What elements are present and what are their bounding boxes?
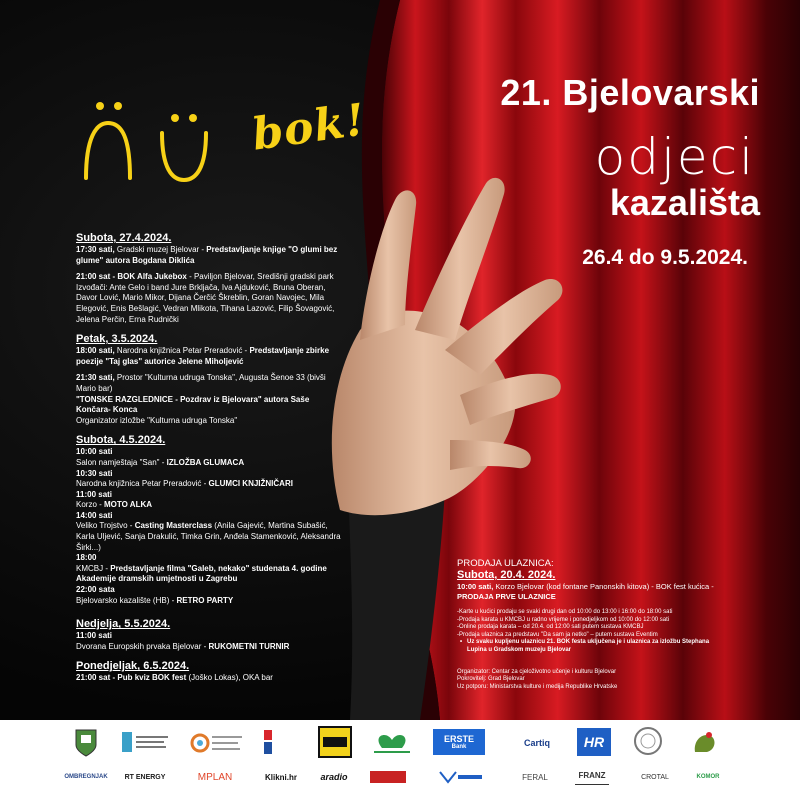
event-place: Dvorana Europskih prvaka Bjelovar - bbox=[76, 641, 209, 651]
day-heading: Nedjelja, 5.5.2024. bbox=[76, 618, 171, 631]
aradio-label: aradio bbox=[320, 772, 348, 782]
brewery-logo bbox=[318, 726, 352, 758]
event-place: Gradski muzej Bjelovar - bbox=[114, 245, 207, 254]
ticket-note: -Karte u kućici prodaju se svaki drugi dan od 10:00 do 13:00 i 16:00 do 18:00 sati bbox=[457, 609, 673, 615]
event-place: (Joško Lokas), OKA bar bbox=[186, 673, 273, 683]
green-ornament-logo bbox=[362, 728, 422, 758]
ticket-note: -Prodaja ulaznica za predstavu "Da sam ja netko" – putem sustava Eventim bbox=[457, 631, 658, 638]
program-day bbox=[76, 618, 341, 652]
komor-label: KOMOR bbox=[696, 774, 720, 780]
event-title: RETRO PARTY bbox=[176, 595, 234, 605]
event-item bbox=[76, 346, 341, 367]
event-title: "TONSKE RAZGLEDNICE - Pozdrav iz Bjelovara" autora Saše Končara- Konca bbox=[76, 394, 310, 415]
event-title: Predstavljanje zbirke poezije "Taj glas" autorice Jelene Miholjević bbox=[76, 346, 330, 366]
title-block bbox=[430, 72, 760, 270]
ombregnjak-logo bbox=[66, 770, 106, 784]
tickets-date: Subota, 20.4. 2024. bbox=[457, 569, 556, 581]
event-place: Korzo - bbox=[76, 500, 105, 510]
event-line bbox=[76, 673, 341, 684]
event-place: Prostor "Kulturna udruga Tonska", Augusta Šenoe 33 (bivši Mario bar) bbox=[76, 373, 326, 393]
event-title: RUKOMETNI TURNIR bbox=[208, 641, 290, 651]
ombregnjak-label: OMBREGNJAK bbox=[64, 774, 108, 780]
erste-bank-logo bbox=[433, 729, 485, 755]
event-title: 21:00 sat - Pub kviz BOK fest bbox=[76, 673, 187, 683]
klikni-label: Klikni.hr bbox=[264, 772, 297, 782]
crotal-logo bbox=[632, 770, 678, 784]
event-title: GLUMCI KNJIŽNIČARI bbox=[208, 479, 293, 489]
day-heading: Subota, 27.4.2024. bbox=[76, 232, 172, 244]
event-line bbox=[76, 458, 341, 469]
feral-label: FERAL bbox=[522, 772, 548, 782]
title-line-2: odjeci bbox=[594, 128, 755, 186]
event-time: 17:30 sati, bbox=[76, 245, 115, 254]
franz-logo bbox=[575, 767, 609, 785]
program-day bbox=[76, 434, 341, 606]
sponsor-bar bbox=[0, 720, 800, 800]
event-time: 11:00 sati bbox=[76, 631, 113, 641]
hr-logo bbox=[577, 728, 611, 756]
event-time: 10:00 sati bbox=[76, 447, 113, 457]
sponsor-line: Pokrovitelj: Grad Bjelovar bbox=[457, 676, 525, 683]
event-line bbox=[76, 521, 341, 553]
support-line: Uz potporu: Ministarstva kulture i medija Republike Hrvatske bbox=[457, 683, 618, 690]
program-day bbox=[76, 333, 341, 426]
event-place: Narodna knjižnica Petar Preradović - bbox=[76, 479, 209, 489]
ministry-logo bbox=[188, 728, 244, 758]
logo-text: bok! bbox=[249, 94, 369, 161]
ticket-sales-info bbox=[457, 558, 727, 691]
event-time: 18:00 bbox=[76, 553, 97, 563]
seal-logo bbox=[633, 726, 663, 756]
event-place: KMCBJ - bbox=[76, 563, 111, 573]
ticket-note: -Online prodaja karata – od 20.4. od 12:00 sati putem sustava KMCBJ bbox=[457, 624, 644, 631]
red-blue-logo bbox=[262, 728, 274, 758]
day-heading: Petak, 3.5.2024. bbox=[76, 333, 158, 346]
title-line-1: 21. Bjelovarski bbox=[500, 72, 760, 113]
event-place: Veliko Trojstvo - bbox=[76, 521, 135, 531]
event-place: Korzo Bjelovar (kod fontane Panonskih kitova) - BOK fest kućica - bbox=[493, 582, 714, 591]
event-title: IZLOŽBA GLUMACA bbox=[166, 457, 245, 467]
event-title: MOTO ALKA bbox=[104, 500, 153, 510]
event-item bbox=[76, 373, 341, 426]
organizer-line: Organizator: Centar za cjeloživotno učenje i kulturu Bjelovar bbox=[457, 668, 617, 675]
tickets-heading: PRODAJA ULAZNICA: bbox=[457, 558, 554, 569]
event-time: 10:30 sati bbox=[76, 468, 113, 478]
tickets-event bbox=[457, 582, 727, 601]
event-time: 21:30 sati, bbox=[76, 373, 115, 383]
crotal-label: CROTAL bbox=[641, 773, 669, 781]
organizers bbox=[457, 669, 727, 692]
mplan-label: MPLAN bbox=[197, 771, 233, 783]
event-time: 21:00 sat - BOK Alfa Jukebox bbox=[76, 272, 187, 282]
festival-dates: 26.4 do 9.5.2024. bbox=[582, 246, 748, 269]
event-place: Bjelovarsko kazalište (HB) - bbox=[76, 595, 177, 605]
event-title: Predstavljanje filma "Galeb, nekako" studenata 4. godine Akademije dramskih umjetnosti u Zagrebu bbox=[76, 563, 327, 584]
event-title: Casting Masterclass bbox=[134, 521, 213, 531]
event-time: 10:00 sati, bbox=[457, 582, 494, 591]
aradio-logo bbox=[312, 770, 356, 784]
cartiq-logo bbox=[515, 730, 559, 756]
event-description: - Paviljon Bjelovar, Središnji gradski park Izvođači: Ante Gelo i band Jure Brkljača, Iva Ajduković, Bruna Oberan, Davor Lović, Mario Mikor, Dijana Čerčić Škreblin, Goran Navojec, Mila Elegović, Enis Bešlagić, Vedran Mlikota, Tihana Lazović, Filip Šovagović, Jelena Perčin, Erna Rudnički bbox=[76, 272, 335, 324]
bok-logo bbox=[72, 88, 372, 188]
title-line-3: kazališta bbox=[609, 182, 760, 223]
komor-logo bbox=[688, 768, 728, 786]
event-time: 18:00 sati, bbox=[76, 346, 115, 356]
klikni-logo bbox=[258, 770, 304, 784]
hr-label: HR bbox=[583, 734, 605, 750]
event-line bbox=[76, 642, 341, 653]
event-item bbox=[76, 272, 341, 325]
ticket-note: -Prodaja karata u KMCBJ u radno vrijeme i ponedjeljkom od 10:00 do 12:00 sati bbox=[457, 616, 670, 623]
event-place: Narodna knjižnica Petar Preradović - bbox=[114, 346, 250, 356]
program-day bbox=[76, 660, 341, 684]
program-schedule bbox=[76, 232, 341, 692]
day-heading: Ponedjeljak, 6.5.2024. bbox=[76, 660, 190, 673]
mplan-logo bbox=[190, 770, 240, 784]
erste-label: ERSTE bbox=[443, 734, 474, 744]
feral-logo bbox=[515, 770, 555, 784]
event-line bbox=[76, 564, 341, 585]
rt-energy-logo bbox=[120, 770, 170, 784]
blue-sponsor-logo bbox=[438, 770, 484, 784]
franz-label: FRANZ bbox=[578, 771, 606, 780]
rooster-logo bbox=[685, 726, 725, 758]
event-line bbox=[76, 596, 341, 607]
event-item bbox=[76, 245, 341, 266]
red-sponsor-logo bbox=[370, 771, 406, 783]
rt-energy-label: RT ENERGY bbox=[124, 773, 166, 781]
event-time: 14:00 sati bbox=[76, 510, 113, 520]
cultural-centre-logo bbox=[120, 730, 170, 756]
ticket-bullet: • Uz svaku kupljenu ulaznicu 21. BOK festa uključena je i ulaznica za izložbu Stephana Lupina u Gradskom muzeju Bjelovar bbox=[457, 639, 727, 654]
event-title: PRODAJA PRVE ULAZNICE bbox=[457, 591, 556, 601]
event-title: Predstavljanje knjige "O glumi bez glume" autora Bogdana Diklića bbox=[76, 245, 338, 265]
event-place: Salon namještaja "San" - bbox=[76, 457, 167, 467]
cartiq-label: Cartiq bbox=[523, 738, 550, 748]
event-description: (Anila Gajević, Martina Subašić, Karla Uljević, Sanja Drakulić, Timka Grin, Anđela Stamenković, Aleksandra Širki...) bbox=[76, 521, 341, 552]
event-time: 11:00 sati bbox=[76, 489, 113, 499]
event-time: 22:00 sata bbox=[76, 585, 115, 595]
event-note: Organizator izložbe "Kulturna udruga Tonska" bbox=[76, 415, 238, 425]
event-line bbox=[76, 479, 341, 490]
bank-label: Bank bbox=[451, 744, 467, 750]
program-day bbox=[76, 232, 341, 325]
day-heading: Subota, 4.5.2024. bbox=[76, 434, 166, 447]
event-line bbox=[76, 500, 341, 511]
bjelovar-coat-of-arms-logo bbox=[74, 728, 98, 758]
